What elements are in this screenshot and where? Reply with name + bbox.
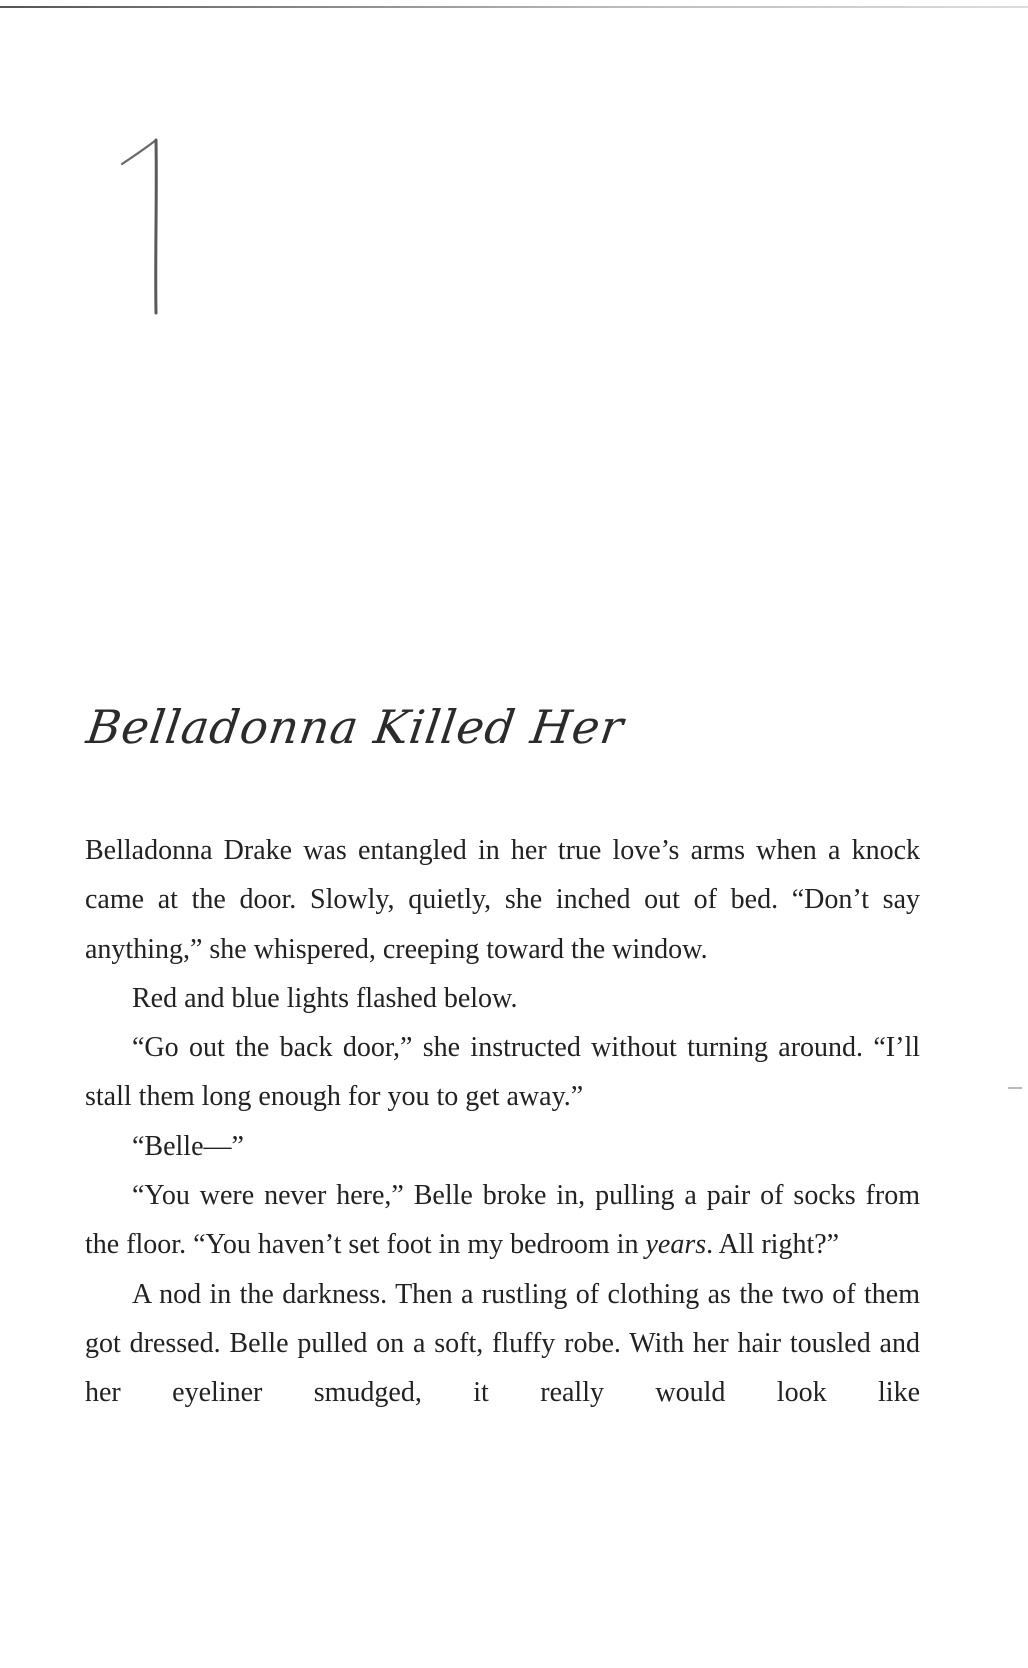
chapter-number	[120, 138, 190, 338]
margin-mark	[1008, 1087, 1022, 1089]
paragraph: “Belle—”	[132, 1130, 244, 1162]
paragraph-text: . All right?”	[706, 1229, 840, 1261]
chapter-body	[85, 826, 920, 1418]
chapter-title: Belladonna Killed Her	[83, 700, 628, 754]
scan-edge-line	[0, 6, 1028, 8]
paragraph: A nod in the darkness. Then a rustling of clothing as the two of them got dressed. Belle pulled on a soft, fluffy robe. With her hair tousled and her eyeliner smudged, it really would look like	[85, 1278, 920, 1409]
paragraph: Red and blue lights flashed below.	[132, 982, 518, 1014]
paragraph	[85, 1171, 920, 1270]
emphasis: years	[645, 1229, 707, 1261]
paragraph-text: “You were never here,” Belle broke in, pulling a pair of socks from the floor. “You haven’t set foot in my bedroom in	[85, 1180, 920, 1261]
paragraph: “Go out the back door,” she instructed without turning around. “I’ll stall them long enough for you to get away.”	[85, 1032, 920, 1113]
paragraph: Belladonna Drake was entangled in her true love’s arms when a knock came at the door. Slowly, quietly, she inched out of bed. “Don’t say anything,” she whispered, creeping toward the window.	[85, 835, 920, 965]
chapter-number-glyph	[120, 138, 190, 338]
